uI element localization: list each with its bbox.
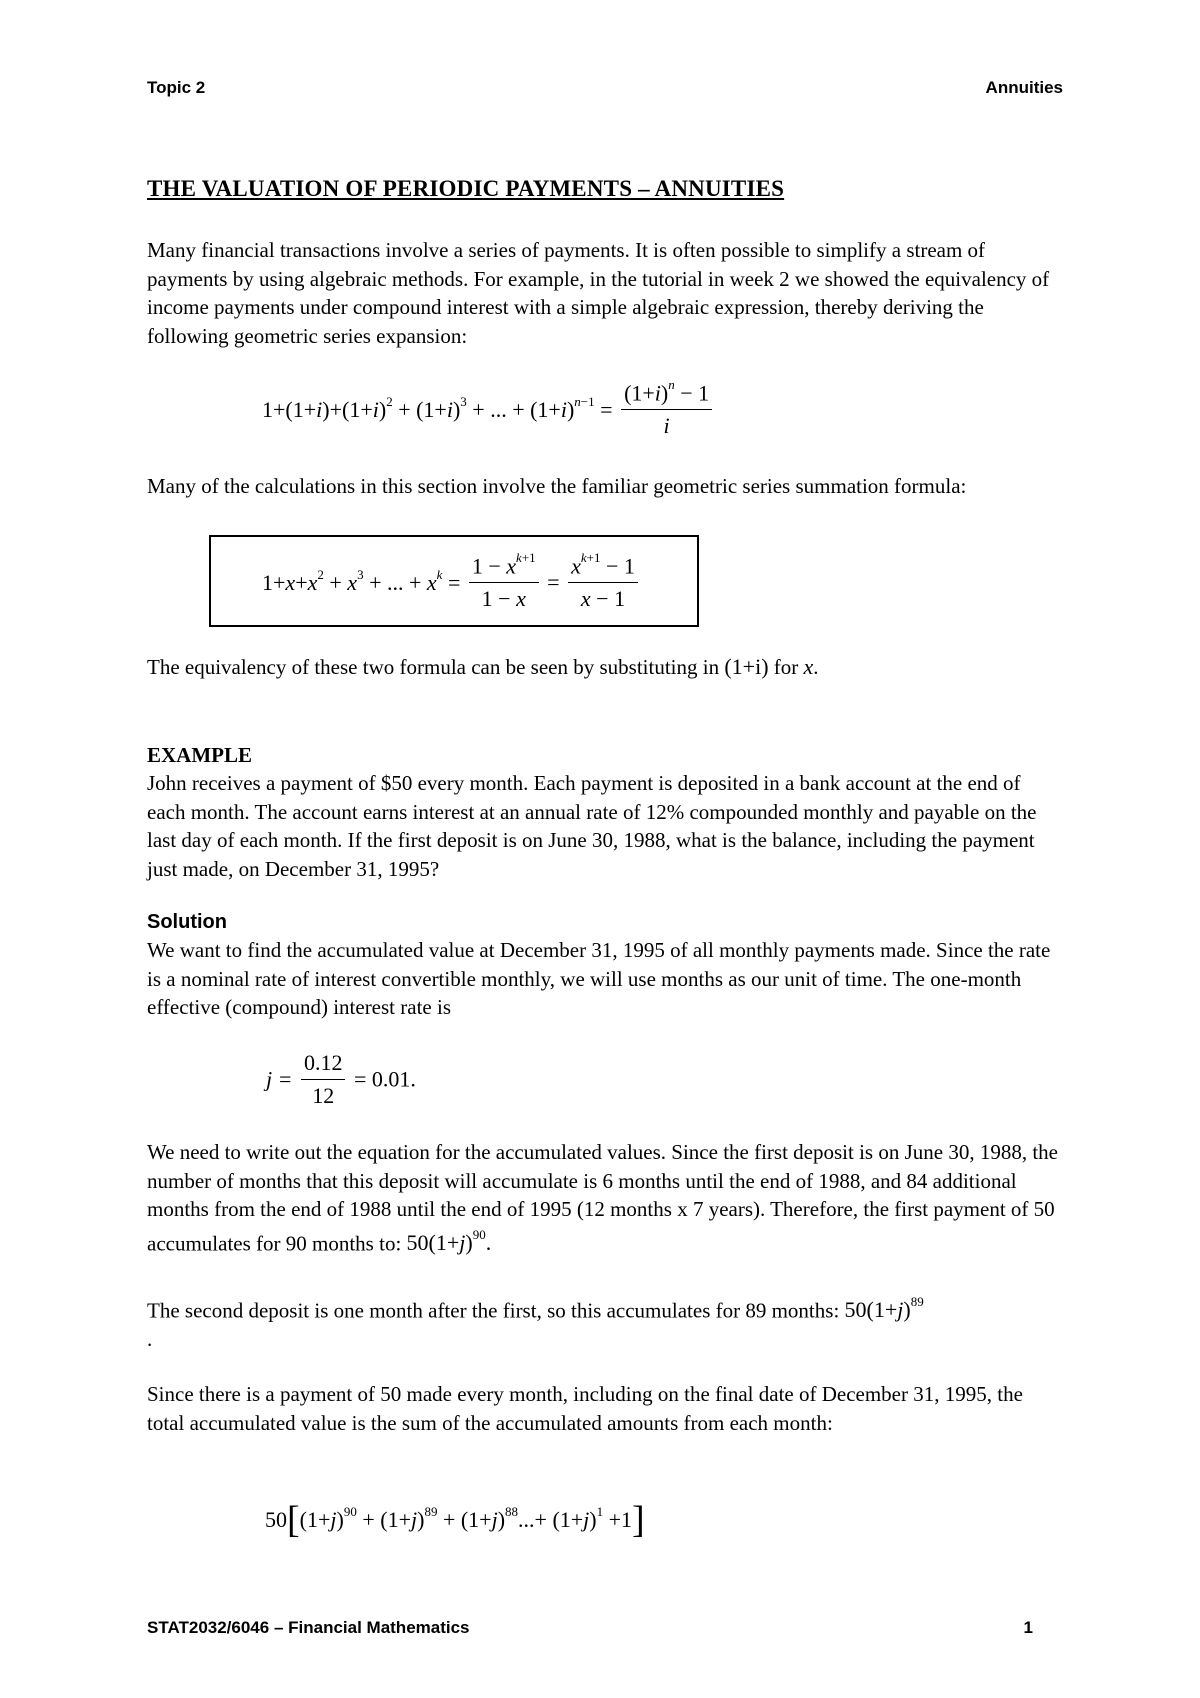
- page-title: THE VALUATION OF PERIODIC PAYMENTS – ANNUITIES: [147, 176, 785, 201]
- example-heading: EXAMPLE: [147, 743, 252, 767]
- summation-intro: Many of the calculations in this section involve the familiar geometric series summation formula:: [147, 474, 967, 498]
- solution-heading: Solution: [147, 911, 227, 933]
- second-deposit-expression: $50(1+j)^{89}$: [844, 1294, 924, 1323]
- equivalency-line: [147, 653, 1062, 682]
- second-deposit-dot: .: [147, 1326, 153, 1351]
- rate-lhs: j =: [266, 1066, 293, 1092]
- total-accumulation-paragraph: Since there is a payment of 50 made every month, including on the final date of December 31, 1995, the total accumulated value is the sum of the accumulated amounts from each month:: [147, 1382, 1023, 1435]
- header-section: Annuities: [985, 78, 1063, 97]
- equivalency-for: for: [773, 655, 799, 679]
- equivalency-text: The equivalency of these two formula can be seen by substituting in: [147, 655, 720, 679]
- accumulation-expression: $50(1+j)^{90}$.: [406, 1226, 492, 1255]
- footer-page-number: 1: [1023, 1618, 1033, 1637]
- rate-equation: [266, 1050, 416, 1109]
- equivalency-var: x: [803, 654, 814, 679]
- rate-numerator: 0.12: [301, 1050, 346, 1080]
- accumulation-text: We need to write out the equation for the accumulated values. Since the first deposit is on June 30, 1988, the number of months that this deposit will accumulate is 6 months until the end of 1988, and 84 additional months from the end of 1988 until the end of 1995 (12 months x 7 years). Therefore, the first payment of 50 accumulates for 90 months to:: [147, 1140, 1058, 1255]
- second-deposit-paragraph: [147, 1291, 1062, 1353]
- accumulation-paragraph: [147, 1138, 1062, 1257]
- equivalency-term: (1+i): [724, 654, 769, 679]
- second-deposit-text: The second deposit is one month after the first, so this accumulates for 89 months:: [147, 1298, 840, 1323]
- summation-formula: $1+x+x^2 + x^3$ + ... + $x^k$ = $\frac{1 - x^{k+1}}{1 - x}$ = $\frac{x^{k+1} - 1}{x - 1}$: [262, 553, 641, 612]
- solution-paragraph: We want to find the accumulated value at December 31, 1995 of all monthly payments made. Since the rate is a nominal rate of interest convertible monthly, we will use months as our unit of time. The one-month effective (compound) interest rate is: [147, 938, 1051, 1019]
- geometric-expansion-formula: $1+(1+i)+(1+i)^2 + (1+i)^3$ + ... + $(1+i)^{n-1}$ = $\frac{(1+i)^n - 1}{i}$: [262, 380, 715, 439]
- equivalency-end: .: [813, 655, 819, 679]
- intro-paragraph: Many financial transactions involve a series of payments. It is often possible to simplify a stream of payments by using algebraic methods. For example, in the tutorial in week 2 we showed the equivalency of income payments under compound interest with a simple algebraic expression, thereby deriving the following geometric series expansion:: [147, 238, 1050, 348]
- example-paragraph: John receives a payment of $50 every month. Each payment is deposited in a bank account at the end of each month. The account earns interest at an annual rate of 12% compounded monthly and payable on the last day of each month. If the first deposit is on June 30, 1988, what is the balance, including the payment just made, on December 31, 1995?: [147, 771, 1037, 881]
- header-topic: Topic 2: [147, 78, 206, 97]
- total-accumulation-formula: $50[(1+j)^{90} + (1+j)^{89} + (1+j)^{88}...+ (1+j)^1 +1]$: [265, 1499, 645, 1541]
- rate-denominator: 12: [312, 1083, 335, 1108]
- footer-course: STAT2032/6046 – Financial Mathematics: [147, 1618, 470, 1637]
- rate-rhs: = 0.01.: [353, 1066, 416, 1092]
